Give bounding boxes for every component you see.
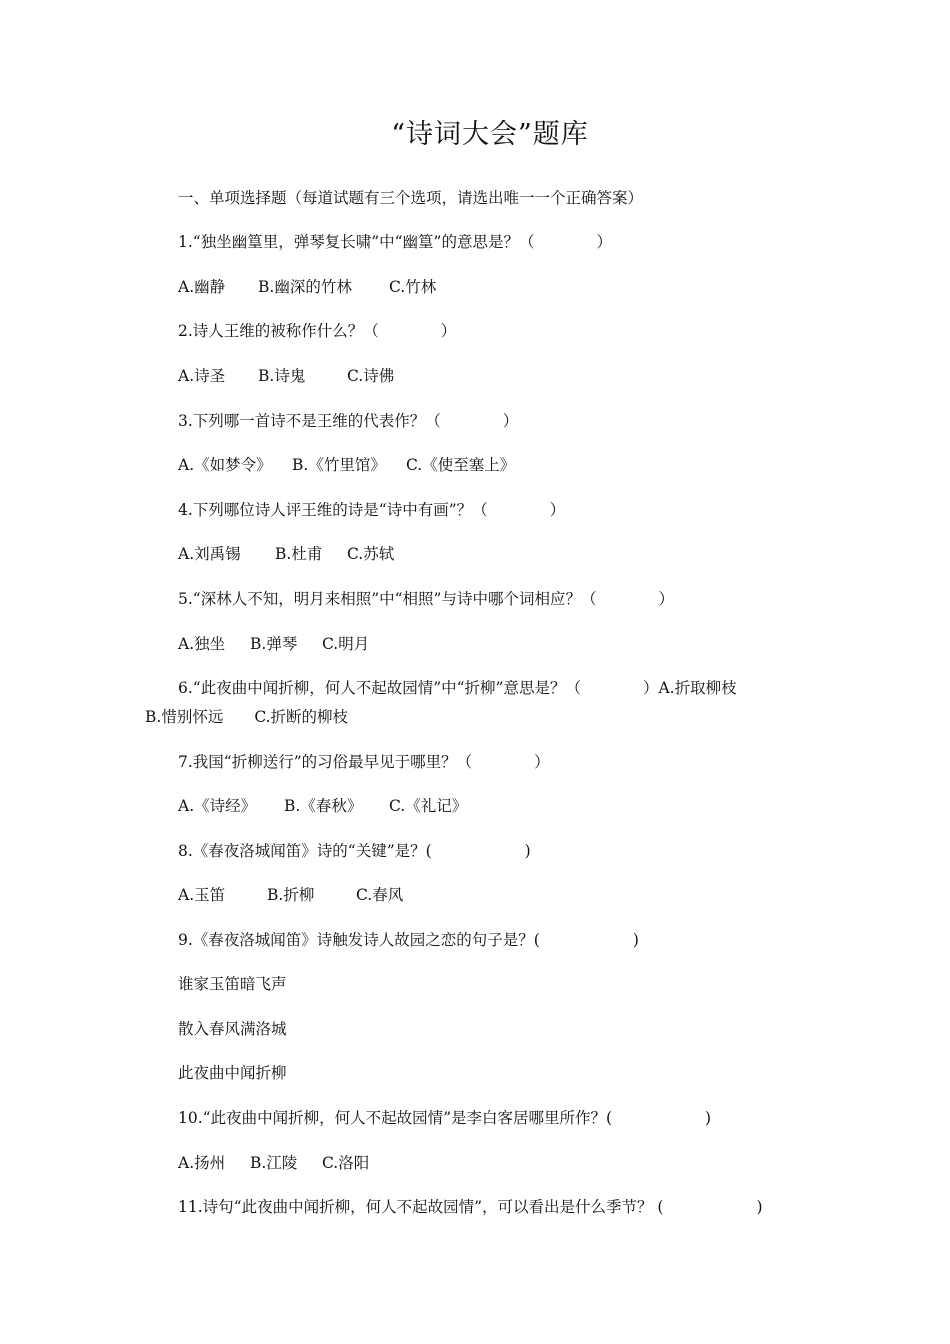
answer-line-3: 此夜曲中闻折柳 xyxy=(178,1064,287,1082)
option-a: A.《诗经》 xyxy=(178,797,257,815)
option-a: A.刘禹锡 xyxy=(178,545,241,563)
option-c: C.明月 xyxy=(322,635,370,653)
question-10: 10.“此夜曲中闻折柳，何人不起故园情”是李白客居哪里所作？( ) xyxy=(178,1109,712,1127)
question-1: 1.“独坐幽篁里，弹琴复长啸”中“幽篁”的意思是？（ ） xyxy=(178,233,612,251)
question-7: 7.我国“折柳送行”的习俗最早见于哪里？（ ） xyxy=(178,753,550,771)
option-c: C.竹林 xyxy=(389,278,437,296)
answer-line-2: 散入春风满洛城 xyxy=(178,1020,287,1038)
question-11: 11.诗句“此夜曲中闻折柳，何人不起故园情”，可以看出是什么季节？ ( ) xyxy=(178,1198,763,1216)
option-b: B.《竹里馆》 xyxy=(292,456,386,474)
option-b: B.杜甫 xyxy=(275,545,323,563)
option-b: B.江陵 xyxy=(250,1154,298,1172)
option-b: B.折柳 xyxy=(267,886,315,904)
question-5: 5.“深林人不知，明月来相照”中“相照”与诗中哪个词相应？（ ） xyxy=(178,590,674,608)
answer-line-1: 谁家玉笛暗飞声 xyxy=(178,975,287,993)
options-1 xyxy=(178,275,436,297)
option-a: A.诗圣 xyxy=(178,367,226,385)
options-7 xyxy=(178,794,467,816)
options-8 xyxy=(178,883,403,905)
option-b: B.诗鬼 xyxy=(258,367,306,385)
option-b: B.《春秋》 xyxy=(284,797,363,815)
options-10 xyxy=(178,1151,369,1173)
page-title: “诗词大会”题库 xyxy=(391,119,589,150)
question-4: 4.下列哪位诗人评王维的诗是“诗中有画”？（ ） xyxy=(178,501,566,519)
options-4 xyxy=(178,542,394,564)
option-c: C.诗佛 xyxy=(347,367,395,385)
option-a: A.扬州 xyxy=(178,1154,226,1172)
option-a: A.幽静 xyxy=(178,278,226,296)
option-b: B.幽深的竹林 xyxy=(258,278,352,296)
option-a: A.玉笛 xyxy=(178,886,226,904)
question-6: 6.“此夜曲中闻折柳，何人不起故园情”中“折柳”意思是？（ ）A.折取柳枝 xyxy=(178,679,737,697)
option-c: C.《使至塞上》 xyxy=(406,456,516,474)
question-6-continued: B.惜别怀远 C.折断的柳枝 xyxy=(145,708,349,726)
option-c: C.《礼记》 xyxy=(389,797,468,815)
option-c: C.春风 xyxy=(356,886,404,904)
options-5 xyxy=(178,632,369,654)
question-3: 3.下列哪一首诗不是王维的代表作？（ ） xyxy=(178,412,519,430)
options-3 xyxy=(178,453,515,475)
option-c: C.苏轼 xyxy=(347,545,395,563)
option-b: B.弹琴 xyxy=(250,635,298,653)
option-c: C.洛阳 xyxy=(322,1154,370,1172)
options-2 xyxy=(178,364,394,386)
section-heading: 一、单项选择题（每道试题有三个选项，请选出唯一一个正确答案） xyxy=(178,189,644,207)
option-a: A.独坐 xyxy=(178,635,226,653)
option-a: A.《如梦令》 xyxy=(178,456,272,474)
question-8: 8.《春夜洛城闻笛》诗的“关键”是？( ) xyxy=(178,842,531,860)
question-2: 2.诗人王维的被称作什么？（ ） xyxy=(178,322,457,340)
question-9: 9.《春夜洛城闻笛》诗触发诗人故园之恋的句子是？( ) xyxy=(178,931,639,949)
